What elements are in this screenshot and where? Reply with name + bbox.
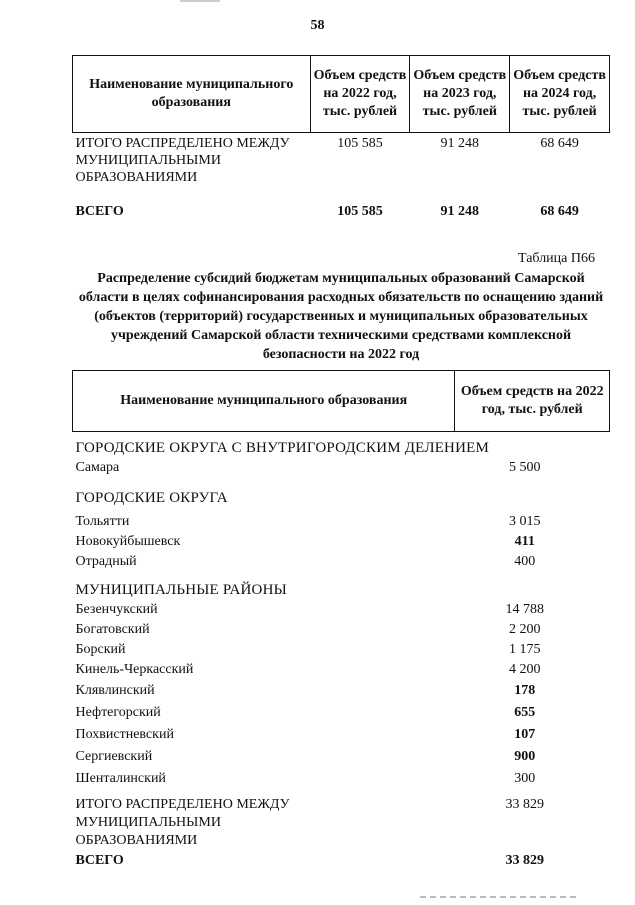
section-heading: ГОРОДСКИЕ ОКРУГА С ВНУТРИГОРОДСКИМ ДЕЛЕНИЕМ: [75, 440, 490, 456]
value-2024: 68 649: [540, 204, 579, 219]
municipality-name: Богатовский: [75, 622, 150, 637]
municipality-name: Кинель-Черкасский: [75, 662, 194, 677]
table-row: [73, 724, 610, 746]
section-row: [73, 478, 610, 508]
section-row: [73, 572, 610, 600]
row-value: 33 829: [505, 797, 544, 812]
municipality-name: Тольятти: [75, 514, 130, 529]
table-subsidies-2022: [72, 370, 610, 872]
row-value: 33 829: [505, 853, 544, 868]
municipality-value: 3 015: [508, 514, 541, 529]
municipality-name: Клявлинский: [75, 683, 155, 698]
table-row-total-distributed: [73, 790, 610, 850]
table-label: Таблица П66: [518, 251, 595, 266]
column-header-name: Наименование муниципального образования: [73, 371, 455, 432]
municipality-name: Самара: [75, 460, 120, 475]
municipality-name: Похвистневский: [75, 727, 174, 742]
table-row: [73, 620, 610, 640]
municipality-value: 1 175: [508, 642, 541, 657]
municipality-value: 5 500: [508, 460, 541, 475]
table-row: [73, 746, 610, 768]
scan-artifact-bottom: [420, 896, 580, 898]
municipality-value: 655: [514, 705, 536, 720]
municipality-value: 900: [514, 749, 536, 764]
table-row: [73, 660, 610, 680]
table-row-total-distributed: [73, 133, 610, 196]
section-heading: МУНИЦИПАЛЬНЫЕ РАЙОНЫ: [75, 582, 287, 598]
column-header-2024: Объем средств на 2024 год, тыс. рублей: [510, 56, 610, 133]
value-2023: 91 248: [440, 136, 480, 151]
column-header-amount: Объем средств на 2022 год, тыс. рублей: [455, 371, 610, 432]
municipality-name: Сергиевский: [75, 749, 153, 764]
table-row-grand-total: [73, 850, 610, 872]
municipality-name: Отрадный: [75, 554, 137, 569]
table-row: [73, 600, 610, 620]
municipality-value: 400: [514, 554, 536, 569]
column-header-2023: Объем средств на 2023 год, тыс. рублей: [410, 56, 510, 133]
table-allocation-2022-2024: [72, 55, 610, 222]
row-label: ИТОГО РАСПРЕДЕЛЕНО МЕЖДУ МУНИЦИПАЛЬНЫМИ ОБРАЗОВАНИЯМИ: [75, 797, 290, 848]
municipality-name: Безенчукский: [75, 602, 158, 617]
table-title: Распределение субсидий бюджетам муниципальных образований Самарской области в целях софинансирования расходных обязательств по оснащению зданий (объектов (территорий) государственных и муниципальных образовательных учреждений Самарской области техническими средствами комплексной безопасности на 2022 год: [78, 271, 604, 362]
municipality-value: 4 200: [508, 662, 541, 677]
municipality-name: Шенталинский: [75, 771, 166, 786]
column-header-2022: Объем средств на 2022 год, тыс. рублей: [310, 56, 410, 133]
table-row: [73, 702, 610, 724]
value-2022: 105 585: [337, 204, 383, 219]
value-2022: 105 585: [337, 136, 383, 151]
municipality-name: Борский: [75, 642, 126, 657]
row-label: ВСЕГО: [75, 204, 124, 219]
municipality-name: Новокуйбышевск: [75, 534, 181, 549]
table-row: [73, 680, 610, 702]
municipality-value: 411: [514, 534, 535, 549]
table-row-grand-total: [73, 195, 610, 222]
table-row: [73, 532, 610, 552]
value-2023: 91 248: [440, 204, 480, 219]
page-number: 58: [310, 18, 325, 33]
section-heading: ГОРОДСКИЕ ОКРУГА: [75, 490, 228, 506]
value-2024: 68 649: [540, 136, 579, 151]
municipality-name: Нефтегорский: [75, 705, 161, 720]
municipality-value: 107: [514, 727, 536, 742]
column-header-name: Наименование муниципального образования: [73, 56, 311, 133]
municipality-value: 300: [514, 771, 536, 786]
table-row: [73, 552, 610, 572]
table-header-row: [73, 371, 610, 432]
table-row: [73, 640, 610, 660]
scan-artifact-top: [180, 0, 220, 2]
municipality-value: 2 200: [508, 622, 541, 637]
table-row: [73, 768, 610, 790]
row-label: ИТОГО РАСПРЕДЕЛЕНО МЕЖДУ МУНИЦИПАЛЬНЫМИ ОБРАЗОВАНИЯМИ: [75, 136, 290, 185]
row-label: ВСЕГО: [75, 853, 124, 868]
municipality-value: 178: [514, 683, 536, 698]
municipality-value: 14 788: [505, 602, 544, 617]
section-row: [73, 432, 610, 459]
table-row: [73, 512, 610, 532]
table-row: [73, 458, 610, 478]
table-header-row: [73, 56, 610, 133]
